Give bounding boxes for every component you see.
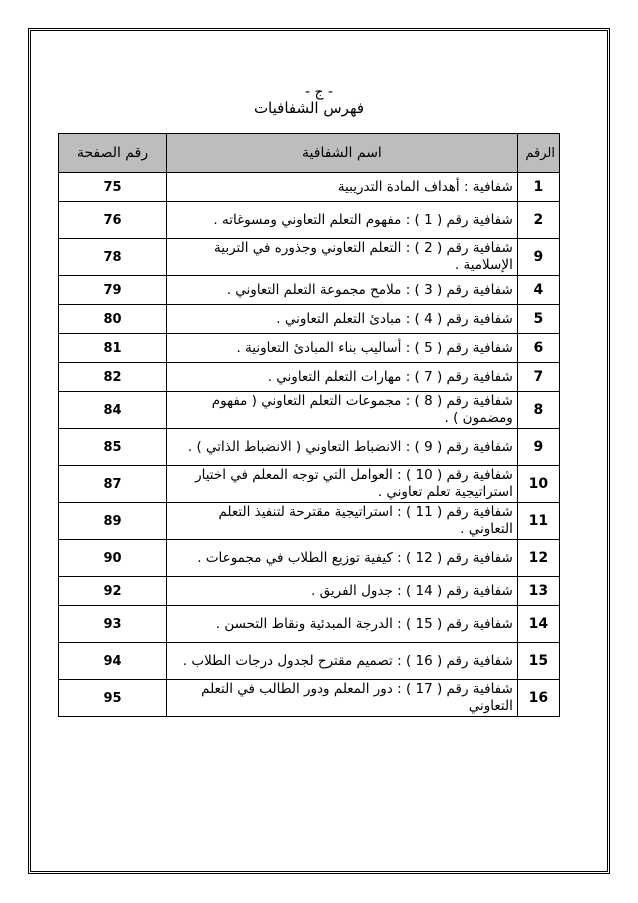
page-letter: - ج -	[304, 84, 334, 100]
table-row	[59, 606, 560, 643]
row-title: شفافية رقم ( 8 ) : مجموعات التعلم التعاوني ( مفهوم ومضمون ) .	[167, 392, 518, 429]
row-page: 90	[59, 540, 167, 577]
row-title: شفافية رقم ( 7 ) : مهارات التعلم التعاوني .	[167, 363, 518, 392]
row-page: 75	[59, 173, 167, 202]
row-title: شفافية : أهداف المادة التدريبية	[167, 173, 518, 202]
row-title: شفافية رقم ( 14 ) : جدول الفريق .	[167, 577, 518, 606]
row-title: شفافية رقم ( 11 ) : استراتيجية مقترحة لتنفيذ التعلم التعاوني .	[167, 503, 518, 540]
row-number: 5	[517, 305, 559, 334]
row-page: 84	[59, 392, 167, 429]
row-number: 7	[517, 363, 559, 392]
row-number: 15	[517, 643, 559, 680]
row-page: 89	[59, 503, 167, 540]
row-page: 85	[59, 429, 167, 466]
row-number: 1	[517, 173, 559, 202]
transparencies-index-table	[58, 133, 560, 717]
table-row	[59, 392, 560, 429]
table-row	[59, 577, 560, 606]
row-page: 95	[59, 680, 167, 717]
row-title: شفافية رقم ( 3 ) : ملامح مجموعة التعلم التعاوني .	[167, 276, 518, 305]
row-number: 9	[517, 239, 559, 276]
row-number: 2	[517, 202, 559, 239]
row-title: شفافية رقم ( 2 ) : التعلم التعاوني وجذوره في التربية الإسلامية .	[167, 239, 518, 276]
row-title: شفافية رقم ( 4 ) : مبادئ التعلم التعاوني .	[167, 305, 518, 334]
table-row	[59, 173, 560, 202]
row-number: 14	[517, 606, 559, 643]
column-header-page: رقم الصفحة	[59, 134, 167, 173]
table-row	[59, 276, 560, 305]
table-row	[59, 540, 560, 577]
row-page: 79	[59, 276, 167, 305]
row-page: 94	[59, 643, 167, 680]
row-number: 8	[517, 392, 559, 429]
row-number: 12	[517, 540, 559, 577]
row-title: شفافية رقم ( 12 ) : كيفية توزيع الطلاب في مجموعات .	[167, 540, 518, 577]
table-row	[59, 239, 560, 276]
row-title: شفافية رقم ( 10 ) : العوامل التي توجه المعلم في اختيار استراتيجية تعلم تعاوني .	[167, 466, 518, 503]
table-row	[59, 429, 560, 466]
table-row	[59, 466, 560, 503]
row-page: 80	[59, 305, 167, 334]
row-page: 81	[59, 334, 167, 363]
row-title: شفافية رقم ( 5 ) : أساليب بناء المبادئ التعاونية .	[167, 334, 518, 363]
row-title: شفافية رقم ( 17 ) : دور المعلم ودور الطالب في التعلم التعاوني	[167, 680, 518, 717]
row-number: 11	[517, 503, 559, 540]
table-row	[59, 305, 560, 334]
row-number: 10	[517, 466, 559, 503]
row-page: 87	[59, 466, 167, 503]
row-number: 16	[517, 680, 559, 717]
row-page: 82	[59, 363, 167, 392]
table-row	[59, 202, 560, 239]
column-header-number: الرقم	[517, 134, 559, 173]
row-page: 78	[59, 239, 167, 276]
column-header-name: اسم الشفافية	[167, 134, 518, 173]
row-title: شفافية رقم ( 9 ) : الانضباط التعاوني ( الانضباط الذاتي ) .	[167, 429, 518, 466]
row-page: 92	[59, 577, 167, 606]
row-number: 6	[517, 334, 559, 363]
table-row	[59, 503, 560, 540]
table-row	[59, 334, 560, 363]
row-number: 9	[517, 429, 559, 466]
row-title: شفافية رقم ( 16 ) : تصميم مقترح لجدول درجات الطلاب .	[167, 643, 518, 680]
row-title: شفافية رقم ( 15 ) : الدرجة المبدئية ونقاط التحسن .	[167, 606, 518, 643]
page-title: فهرس الشفافيات	[253, 99, 365, 117]
row-title: شفافية رقم ( 1 ) : مفهوم التعلم التعاوني ومسوغاته .	[167, 202, 518, 239]
row-number: 4	[517, 276, 559, 305]
table-row	[59, 643, 560, 680]
table-header-row	[59, 134, 560, 173]
row-page: 76	[59, 202, 167, 239]
row-number: 13	[517, 577, 559, 606]
table-row	[59, 363, 560, 392]
table-row	[59, 680, 560, 717]
row-page: 93	[59, 606, 167, 643]
